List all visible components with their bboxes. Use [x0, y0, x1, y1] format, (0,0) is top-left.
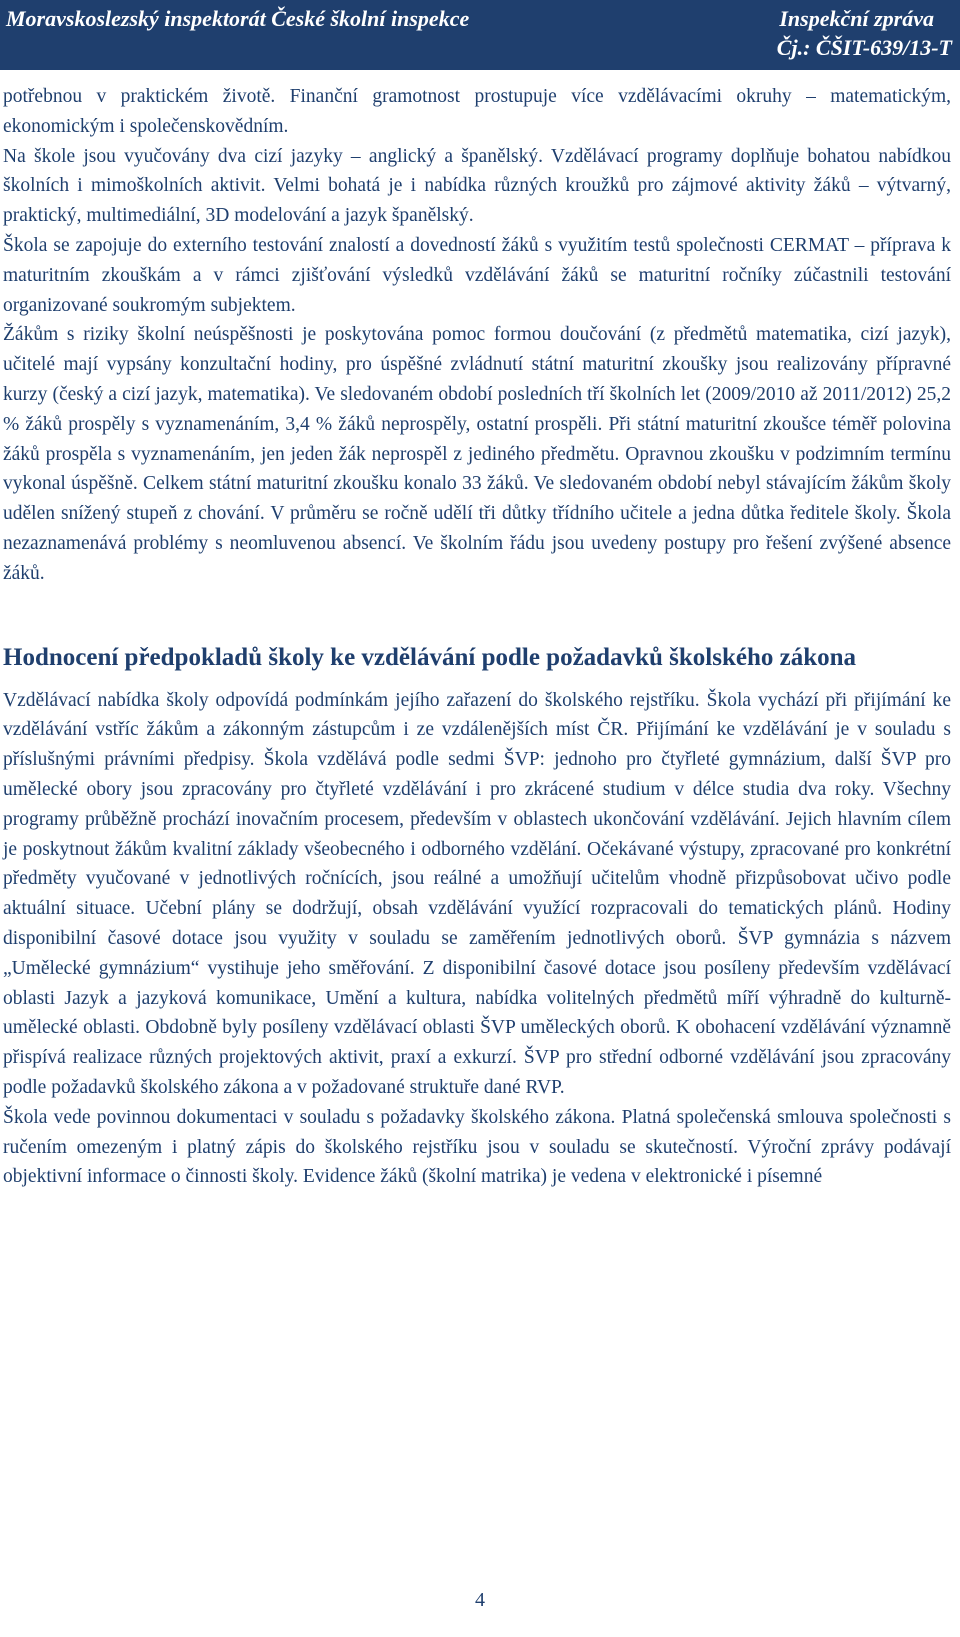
body-paragraph: potřebnou v praktickém životě. Finanční gramotnost prostupuje více vzdělávacími okruhy – matematickým, ekonomickým i společenskovědním.: [3, 86, 951, 137]
page-number: 4: [475, 1589, 485, 1611]
section-heading: Hodnocení předpokladů školy ke vzdělávání podle požadavků školského zákona: [3, 643, 857, 671]
inspectorate-name: Moravskoslezský inspektorát České školní inspekce: [6, 6, 470, 31]
body-paragraph: Škola se zapojuje do externího testování znalostí a dovedností žáků s využitím testů společnosti CERMAT – příprava k maturitním zkouškám a v rámci zjišťování výsledků vzdělávání žáků se maturitní ročníky zúčastnili testování organizované soukromým subjektem.: [3, 234, 951, 316]
body-paragraph: Vzdělávací nabídka školy odpovídá podmínkám jejího zařazení do školského rejstříku. Škola vychází při přijímání ke vzdělávání vstříc žákům a zákonným zástupcům i ze vzdálenějších míst ČR. Přijímání ke vzdělávání je v souladu s příslušnými právními předpisy. Škola vzdělává podle sedmi ŠVP: jednoho pro čtyřleté gymnázium, další ŠVP pro umělecké obory jsou zpracovány pro čtyřleté vzdělávání i pro zkrácené studium v délce studia dva roky. Všechny programy průběžně prochází inovačním procesem, především v oblastech ukončování vzdělávání. Jejich hlavním cílem je poskytnout žákům kvalitní základy všeobecného i odborného vzdělání. Očekávané výstupy, zpracované pro konkrétní předměty vyučované v jednotlivých ročnících, jsou reálné a umožňují učitelům vhodně přizpůsobovat učivo podle aktuální situace. Učební plány se dodržují, obsah vzdělávání využící rozpracovali do tematických plánů. Hodiny disponibilní časové dotace jsou využity v souladu se zaměřením jednotlivých oborů. ŠVP gymnázia s názvem „Umělecké gymnázium“ vystihuje jeho směřování. Z disponibilní časové dotace jsou posíleny především vzdělávací oblasti Jazyk a jazyková komunikace, Umění a kultura, nabídka volitelných předmětů míří výhradně do kulturně-umělecké oblasti. Obdobně byly posíleny vzdělávací oblasti ŠVP uměleckých oborů. K obohacení vzdělávání významně přispívá realizace různých projektových aktivit, praxí a exkurzí. ŠVP pro střední odborné vzdělávání jsou zpracovány podle požadavků školského zákona a v požadované struktuře dané RVP.: [3, 689, 951, 1098]
report-title: Inspekční zpráva: [779, 6, 934, 31]
body-paragraph: Žákům s riziky školní neúspěšnosti je poskytována pomoc formou doučování (z předmětů matematika, cizí jazyk), učitelé mají vypsány konzultační hodiny, pro úspěšné zvládnutí státní maturitní zkoušky jsou realizovány přípravné kurzy (český a cizí jazyk, matematika). Ve sledovaném období posledních tří školních let (2009/2010 až 2011/2012) 25,2 % žáků prospěly s vyznamenáním, 3,4 % žáků neprospěly, ostatní prospěli. Při státní maturitní zkoušce téměř polovina žáků prospěla s vyznamenáním, jen jeden žák neprospěl z jediného předmětu. Opravnou zkoušku v podzimním termínu vykonal úspěšně. Celkem státní maturitní zkoušku konalo 33 žáků. Ve sledovaném období nebyl stávajícím žákům školy udělen snížený stupeň z chování. V průměru se ročně udělí tři důtky třídního učitele a jedna důtka ředitele školy. Škola nezaznamenává problémy s neomluvenou absencí. Ve školním řádu jsou uvedeny postupy pro řešení zvýšené absence žáků.: [3, 324, 951, 584]
reference-number: Čj.: ČŠIT-639/13-T: [776, 35, 952, 60]
page-content: [3, 82, 951, 1192]
body-paragraph: Škola vede povinnou dokumentaci v souladu s požadavky školského zákona. Platná společenská smlouva společnosti s ručením omezeným i platný zápis do školského rejstříku jsou v souladu se skutečností. Výroční zprávy podávají objektivní informace o činnosti školy. Evidence žáků (školní matrika) je vedena v elektronické i písemné: [3, 1106, 951, 1188]
body-paragraph: Na škole jsou vyučovány dva cizí jazyky – anglický a španělský. Vzdělávací programy doplňuje bohatou nabídkou školních i mimoškolních aktivit. Velmi bohatá je i nabídka různých kroužků pro zájmové aktivity žáků – výtvarný, praktický, multimediální, 3D modelování a jazyk španělský.: [3, 145, 951, 227]
page-header: [0, 0, 960, 70]
